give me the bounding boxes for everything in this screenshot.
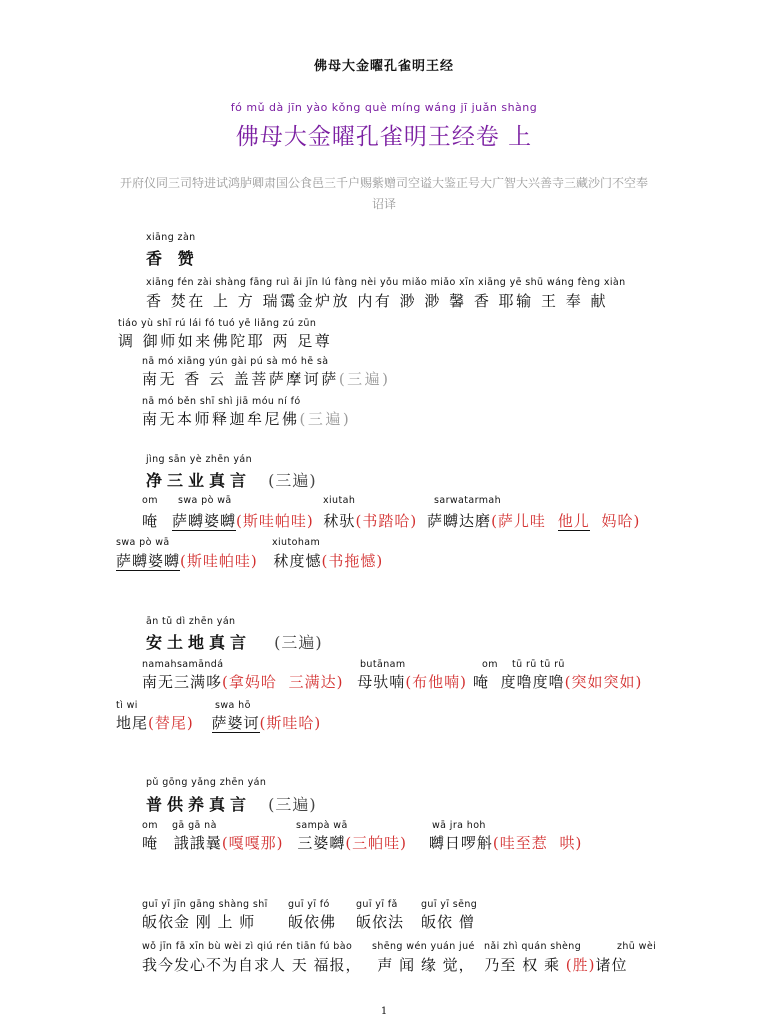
repeat-note: (三遍) [268,471,317,490]
mantra-pinyin: om [142,820,158,831]
jingsanye-line1: 唵 萨嚩婆嚩(斯哇帕哇) 秫驮(书踏哈) 萨嚩达磨(萨儿哇 他儿 妈哈) [142,512,641,530]
refuge-buddha: 皈依佛 [288,913,337,931]
antudi-line2: 地尾(替尾) 萨婆诃(斯哇哈) [116,714,322,732]
mantra-pinyin: xiutah [323,495,356,506]
mantra-pinyin: swa pò wā [116,537,170,548]
mantra-pinyin: gā gā nà [172,820,217,831]
refuge-pinyin: guī yī fó [288,899,330,910]
refuge-pinyin: guī yī sēng [421,899,478,910]
sutra-title: 佛母大金曜孔雀明王经卷 上 [235,124,533,150]
vow-pinyin: shēng wén yuán jué [372,941,475,952]
xiangzan-title-pinyin: xiāng zàn [146,232,196,243]
xiangzan-line2: 调 御师如来佛陀耶 两 足尊 [118,332,333,350]
xiangzan-line1: 香 焚在 上 方 瑞霭金炉放 内有 渺 渺 馨 香 耶输 王 奉 献 [146,292,608,310]
mantra-pinyin: swa pò wā [178,495,232,506]
xiangzan-line4: 南无本师释迦牟尼佛(三遍) [142,410,352,428]
mantra-pinyin: tì wi [116,700,138,711]
repeat-note: (三遍) [274,633,323,652]
mantra-pinyin: sampà wā [296,820,348,831]
refuge-dharma: 皈依法 [356,913,405,931]
repeat-note: (三遍) [338,370,391,388]
mantra-pinyin: namahsamāndá [142,659,224,670]
title-pinyin: fó mǔ dà jīn yào kǒng què míng wáng jī juǎn shàng [230,101,538,114]
running-header: 佛母大金曜孔雀明王经 [313,59,454,74]
xiangzan-title: 香 赞 [146,249,199,268]
jingsanye-title-pinyin: jìng sān yè zhēn yán [146,454,253,465]
refuge-pinyin: guī yī fǎ [356,899,398,910]
jingsanye-title: 净三业真言 [146,471,252,490]
xiangzan-line3: 南无 香 云 盖菩萨摩诃萨(三遍) [142,370,391,388]
pugongyang-title-pinyin: pǔ gōng yǎng zhēn yán [146,777,267,788]
mantra-pinyin: xiutoham [272,537,321,548]
refuge-pinyin: guī yī jīn gāng shàng shī [142,899,268,910]
mantra-pinyin: sarwatarmah [434,495,502,506]
jingsanye-heading [146,468,317,491]
antudi-heading [146,630,323,653]
mantra-pinyin: butānam [360,659,406,670]
refuge-sangha: 皈依 僧 [421,913,475,931]
mantra-pinyin: tū rū tū rū [512,659,565,670]
xiangzan-line1-pinyin: xiāng fén zài shàng fāng ruì ǎi jīn lú fàng nèi yǒu miǎo miǎo xīn xiāng yē shū wáng fèng xiàn [146,277,626,288]
refuge-vajra-master: 皈依金 刚 上 师 [142,913,256,931]
page-number: 1 [380,1006,388,1017]
pugongyang-title: 普供养真言 [146,795,252,814]
xiangzan-line4-pinyin: nā mó běn shī shì jiā móu ní fó [142,396,301,407]
vow-pinyin: nǎi zhì quán shèng [484,941,582,952]
xiangzan-line3-pinyin: nā mó xiāng yún gài pú sà mó hē sà [142,356,329,367]
pugongyang-line1: 唵 誐誐曩(嘎嘎那) 三婆嚩(三帕哇) 嚩日啰斛(哇至惹 哄) [142,834,583,852]
mantra-pinyin: swa hō [215,700,251,711]
mantra-pinyin: om [142,495,158,506]
jingsanye-line2: 萨嚩婆嚩(斯哇帕哇) 秫度憾(书拖憾) [116,552,384,570]
pugongyang-heading [146,792,317,815]
translator-line: 开府仪同三司特进试鸿胪卿肃国公食邑三千户赐紫赠司空谥大鉴正号大广智大兴善寺三藏沙门不空奉 诏译 [120,176,661,211]
mantra-pinyin: om [482,659,498,670]
repeat-note: (三遍) [268,795,317,814]
vow-pinyin: wǒ jīn fā xīn bù wèi zì qiú rén tiān fú bào [142,941,353,952]
xiangzan-line2-pinyin: tiáo yù shī rú lái fó tuó yē liǎng zú zūn [118,318,317,329]
antudi-line1: 南无三满哆(拿妈哈 三满达) 母驮喃(布他喃) 唵 度噜度噜(突如突如) [142,673,643,691]
antudi-title: 安土地真言 [146,633,252,652]
repeat-note: (三遍) [299,410,352,428]
vow-pinyin: zhū wèi [617,941,657,952]
vow-line: 我今发心不为自求人 天 福报， 声 闻 缘 觉， 乃至 权 乘 (胜)诸位 [142,956,628,974]
mantra-pinyin: wā jra hoh [432,820,486,831]
antudi-title-pinyin: ān tǔ dì zhēn yán [146,616,236,627]
